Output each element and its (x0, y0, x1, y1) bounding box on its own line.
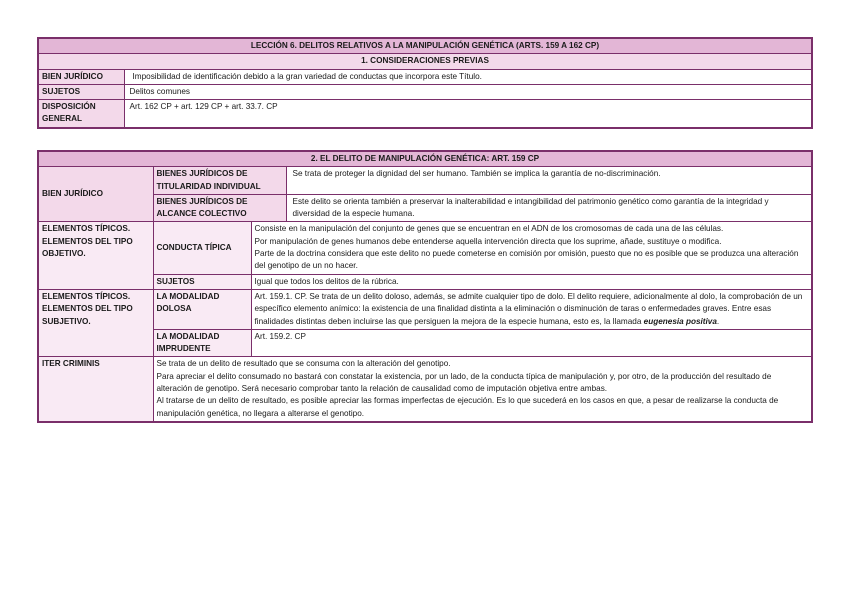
alcance-colectivo-label: BIENES JURÍDICOS DE ALCANCE COLECTIVO (153, 194, 286, 222)
iter-criminis-p2: Para apreciar el delito consumado no bastará con constatar la existencia, por un lado, de la conducta típica de manipulación y, por otro, de la producción del resultado de alteración de genotipo. Será necesario comprobar tanto la relación de causalidad como de imputación objetiva entre ambas. (156, 371, 772, 394)
row-value-bien-juridico: Imposibilidad de identificación debido a la gran variedad de conductas que incorpora este Título. (124, 69, 812, 84)
iter-criminis-p1: Se trata de un delito de resultado que se consuma con la alteración del genotipo. (156, 359, 451, 369)
modalidad-dolosa-end: . (716, 316, 720, 326)
row-value-sujetos: Delitos comunes (124, 84, 812, 99)
section-title-2: 2. EL DELITO DE MANIPULACIÓN GENÉTICA: ART. 159 CP (38, 151, 812, 167)
conducta-tipica-p1: Consiste en la manipulación del conjunto de genes que se encuentran en el ADN de los cromosomas de cada una de las células. (254, 224, 724, 234)
titularidad-individual-value: Se trata de proteger la dignidad del ser humano. También se implica la garantía de no-discriminación. (286, 167, 812, 195)
iter-criminis-value (153, 357, 812, 422)
tipo-subjetivo-label: ELEMENTOS TÍPICOS. ELEMENTOS DEL TIPO SUBJETIVO. (38, 289, 153, 356)
sujetos-value: Igual que todos los delitos de la rúbrica. (251, 274, 812, 289)
row-value-disposicion-general: Art. 162 CP + art. 129 CP + art. 33.7. CP (124, 100, 812, 128)
table-delito-manipulacion (37, 150, 813, 423)
conducta-tipica-p2: Por manipulación de genes humanos debe entenderse aquella intervención directa que los suprime, añade, sustituye o modifica. (254, 236, 722, 246)
sujetos-label: SUJETOS (153, 274, 251, 289)
iter-criminis-label: ITER CRIMINIS (38, 357, 153, 422)
modalidad-imprudente-label: LA MODALIDAD IMPRUDENTE (153, 329, 251, 357)
conducta-tipica-p3: Parte de la doctrina considera que este delito no puede cometerse en comisión por omisión, puesto que no es posible que se produzca una alteración del genotipo de un no hacer. (254, 249, 799, 271)
titularidad-individual-label: BIENES JURÍDICOS DE TITULARIDAD INDIVIDUAL (153, 167, 286, 195)
modalidad-dolosa-value (251, 289, 812, 329)
modalidad-dolosa-text: Art. 159.1. CP. Se trata de un delito doloso, además, se admite cualquier tipo de dolo. El delito requiere, adicionalmente al dolo, la comprobación de un específico elemento anímico: la existencia de una finalidad distinta a la eliminación o disminución de taras o enfermedades graves. Entre esas finalidades distintas deben incluirse las que persiguen la mejora de la especie humana, esto es, la llamada (254, 291, 803, 326)
iter-criminis-p3: Al tratarse de un delito de resultado, es posible apreciar las formas imperfectas de ejecución. Es lo que sucederá en los casos en que, a pesar de realizarse la conducta de manipulación genética, no llegara a alterarse el genotipo. (156, 396, 779, 418)
conducta-tipica-label: CONDUCTA TÍPICA (153, 222, 251, 274)
bien-juridico-label: BIEN JURÍDICO (38, 167, 153, 222)
row-label-bien-juridico: BIEN JURÍDICO (38, 69, 124, 84)
section-title-1: 1. CONSIDERACIONES PREVIAS (38, 54, 812, 69)
row-label-sujetos: SUJETOS (38, 84, 124, 99)
alcance-colectivo-value: Este delito se orienta también a preservar la inalterabilidad e intangibilidad del patrimonio genético como garantía de la integridad y diversidad de la especie humana. (286, 194, 812, 222)
row-label-disposicion-general: DISPOSICIÓN GENERAL (38, 100, 124, 128)
conducta-tipica-value (251, 222, 812, 274)
modalidad-dolosa-label: LA MODALIDAD DOLOSA (153, 289, 251, 329)
eugenesia-positiva-term: eugenesia positiva (643, 316, 717, 326)
modalidad-imprudente-value: Art. 159.2. CP (251, 329, 812, 357)
table-consideraciones-previas (37, 37, 813, 129)
lesson-title: LECCIÓN 6. DELITOS RELATIVOS A LA MANIPULACIÓN GENÉTICA (ARTS. 159 A 162 CP) (38, 38, 812, 54)
tipo-objetivo-label: ELEMENTOS TÍPICOS. ELEMENTOS DEL TIPO OBJETIVO. (38, 222, 153, 289)
